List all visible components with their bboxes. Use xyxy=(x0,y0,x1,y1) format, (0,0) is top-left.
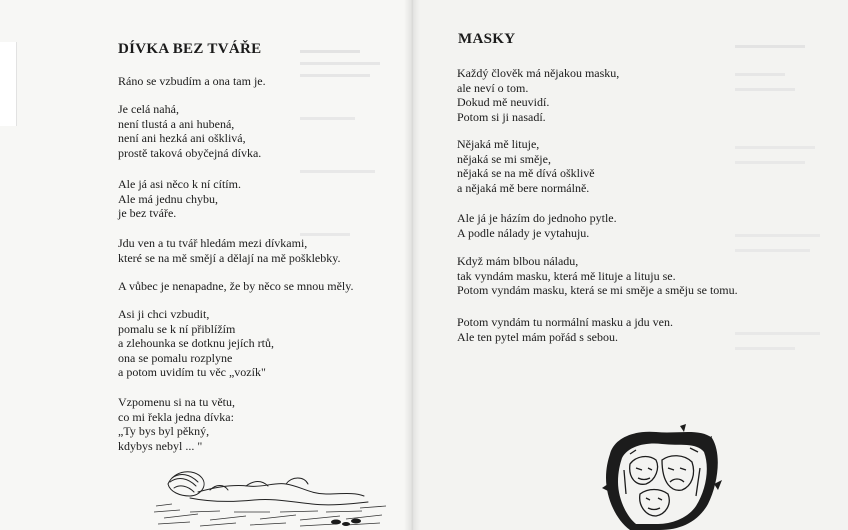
stanza-right-5 xyxy=(457,315,673,344)
stanza-left-5 xyxy=(118,279,353,294)
stanza-left-3 xyxy=(118,177,241,221)
verse-line: a zlehounka se dotknu jejích rtů, xyxy=(118,336,274,351)
verse-line: není ani hezká ani ošklivá, xyxy=(118,131,246,146)
verse-line: a potom uvidím tu věc „vozík" xyxy=(118,365,266,380)
verse-line: Potom si ji nasadí. xyxy=(457,109,546,124)
verse-line: Vzpomenu si na tu větu, xyxy=(118,395,235,409)
verse-line: Ráno se vzbudím a ona tam je. xyxy=(118,74,266,88)
verse-line: není tlustá a ani hubená, xyxy=(118,116,235,131)
stanza-left-4 xyxy=(118,236,340,265)
verse-line: Nějaká mě lituje, xyxy=(457,137,540,151)
verse-line: Asi ji chci vzbudit, xyxy=(118,307,210,321)
verse-line: co mi řekla jedna dívka: xyxy=(118,409,234,424)
stanza-right-4 xyxy=(457,254,738,298)
verse-line: A podle nálady je vytahuju. xyxy=(457,225,590,240)
verse-line: ona se pomalu rozplyne xyxy=(118,350,233,365)
book-gutter xyxy=(404,0,420,530)
poem-title-right: MASKY xyxy=(458,31,516,47)
stanza-left-2 xyxy=(118,102,261,160)
stanza-right-3 xyxy=(457,211,617,240)
verse-line: Jdu ven a tu tvář hledám mezi dívkami, xyxy=(118,236,308,250)
reclining-figure-illustration xyxy=(150,462,390,530)
show-through-left xyxy=(300,50,400,380)
stanza-left-7 xyxy=(118,395,235,453)
stanza-right-2 xyxy=(457,137,595,195)
verse-line: prostě taková obyčejná dívka. xyxy=(118,145,262,160)
verse-line: nějaká se mi směje, xyxy=(457,151,551,166)
show-through-right xyxy=(735,45,835,505)
verse-line: „Ty bys byl pěkný, xyxy=(118,424,210,439)
masks-in-sack-illustration xyxy=(600,424,724,530)
stanza-left-1 xyxy=(118,74,266,89)
verse-line: A vůbec je nenapadne, že by něco se mnou měly. xyxy=(118,279,354,293)
verse-line: Potom vyndám tu normální masku a jdu ven. xyxy=(457,315,673,329)
verse-line: Ale já je házím do jednoho pytle. xyxy=(457,211,617,225)
stanza-left-6 xyxy=(118,307,274,380)
paper-edge xyxy=(0,42,17,126)
verse-line: Každý člověk má nějakou masku, xyxy=(457,66,620,80)
verse-line: nějaká se na mě dívá ošklivě xyxy=(457,166,595,181)
verse-line: kdybys nebyl ... " xyxy=(118,438,203,453)
verse-line: tak vyndám masku, která mě lituje a lituju se. xyxy=(457,268,676,283)
verse-line: Dokud mě neuvidí. xyxy=(457,95,550,110)
verse-line: Potom vyndám masku, která se mi směje a směju se tomu. xyxy=(457,283,738,298)
verse-line: Ale ten pytel mám pořád s sebou. xyxy=(457,329,618,344)
verse-line: pomalu se k ní přiblížím xyxy=(118,321,236,336)
verse-line: ale neví o tom. xyxy=(457,80,529,95)
verse-line: je bez tváře. xyxy=(118,206,177,221)
verse-line: Ale já asi něco k ní cítím. xyxy=(118,177,241,191)
verse-line: a nějaká mě bere normálně. xyxy=(457,180,590,195)
stanza-right-1 xyxy=(457,66,619,124)
verse-line: Ale má jednu chybu, xyxy=(118,191,218,206)
verse-line: které se na mě smějí a dělají na mě pošklebky. xyxy=(118,250,341,265)
verse-line: Když mám blbou náladu, xyxy=(457,254,579,268)
poem-title-left: DÍVKA BEZ TVÁŘE xyxy=(118,41,262,57)
verse-line: Je celá nahá, xyxy=(118,102,179,116)
